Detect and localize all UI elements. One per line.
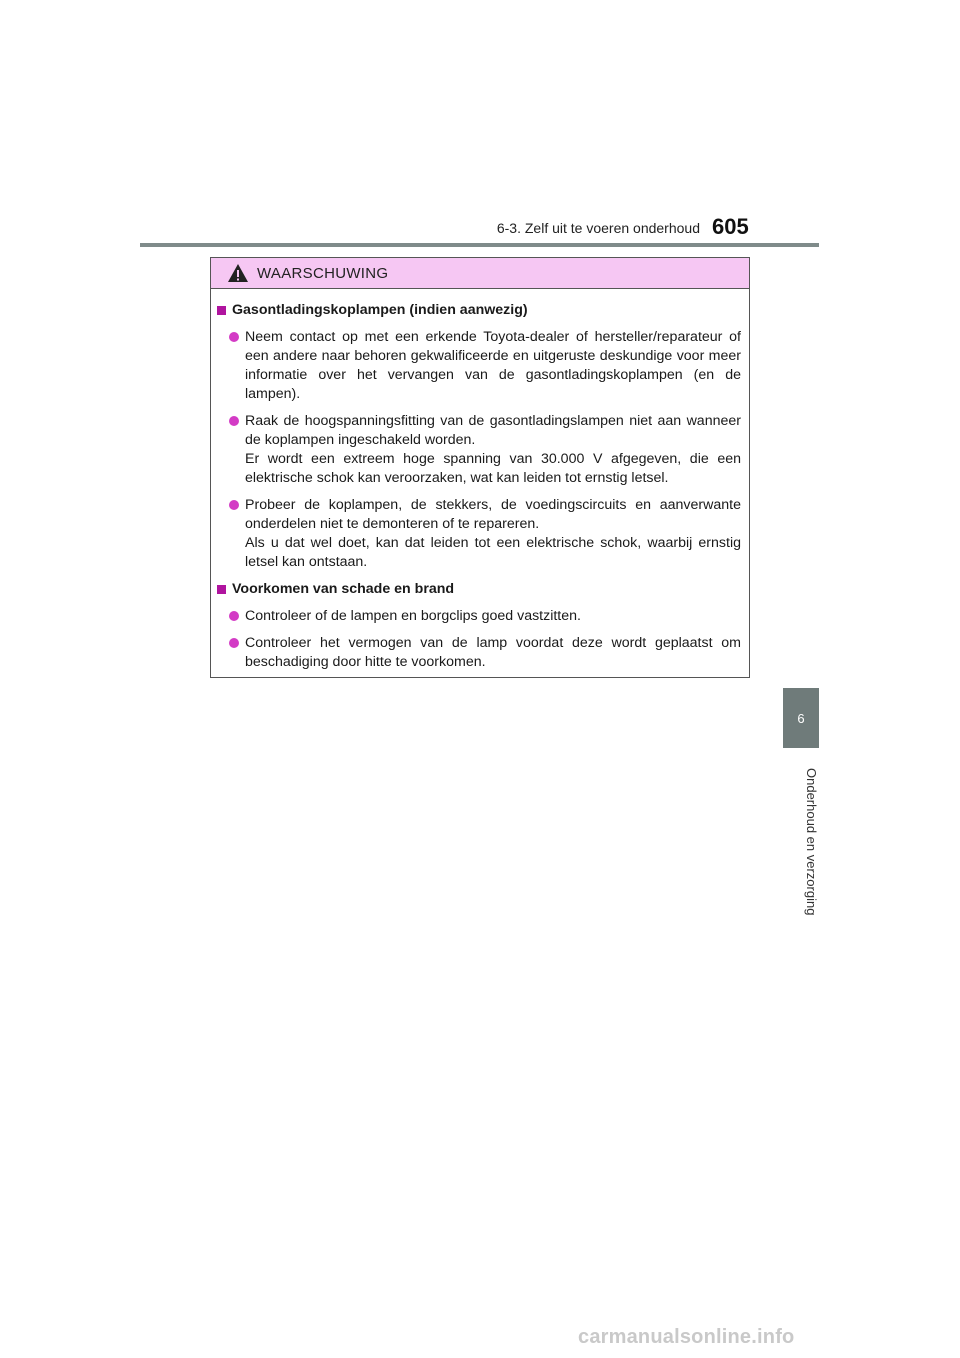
item-paragraph: Controleer het vermogen van de lamp voordat deze wordt geplaatst om beschadiging door hitte te voorkomen. (245, 635, 741, 670)
list-item (229, 607, 741, 626)
round-bullet-icon (229, 638, 239, 648)
list-item (229, 496, 741, 572)
list-item (229, 328, 741, 404)
list-item (229, 412, 741, 488)
round-bullet-icon (229, 332, 239, 342)
item-paragraph: Er wordt een extreem hoge spanning van 30.000 V afgegeven, die een elektrische schok kan veroorzaken, wat kan leiden tot ernstig letsel. (245, 451, 741, 486)
warning-box (210, 257, 750, 678)
running-header-section: 6-3. Zelf uit te voeren onderhoud (496, 220, 700, 236)
warning-header (211, 258, 749, 289)
watermark: carmanualsonline.info (578, 1326, 795, 1348)
section-heading (215, 580, 741, 599)
item-paragraph: Als u dat wel doet, kan dat leiden tot een elektrische schok, waarbij ernstig letsel kan ontstaan. (245, 535, 741, 570)
list-item (229, 634, 741, 672)
chapter-tab-label: Onderhoud en verzorging (804, 768, 819, 916)
round-bullet-icon (229, 500, 239, 510)
round-bullet-icon (229, 416, 239, 426)
chapter-tab-number: 6 (783, 688, 819, 748)
round-bullet-icon (229, 611, 239, 621)
page-number: 605 (712, 214, 749, 239)
item-paragraph: Controleer of de lampen en borgclips goed vastzitten. (245, 608, 581, 624)
item-paragraph: Probeer de koplampen, de stekkers, de voedingscircuits en aanverwante onderdelen niet te demonteren of te repareren. (245, 497, 741, 532)
square-bullet-icon (217, 306, 226, 315)
square-bullet-icon (217, 585, 226, 594)
warning-triangle-icon (227, 263, 249, 283)
warning-title: WAARSCHUWING (257, 264, 389, 282)
section-heading-text: Gasontladingskoplampen (indien aanwezig) (232, 302, 528, 318)
section-heading (215, 301, 741, 320)
section-heading-text: Voorkomen van schade en brand (232, 581, 455, 597)
header-rule (140, 243, 819, 247)
warning-body (211, 289, 749, 672)
item-paragraph: Raak de hoogspanningsfitting van de gasontladingslampen niet aan wanneer de koplampen ingeschakeld worden. (245, 413, 741, 448)
item-paragraph: Neem contact op met een erkende Toyota-dealer of hersteller/reparateur of een andere naar behoren gekwalificeerde en uitgeruste deskundige voor meer informatie over het vervangen van de gasontladingskoplampen (en de lampen). (245, 329, 741, 402)
